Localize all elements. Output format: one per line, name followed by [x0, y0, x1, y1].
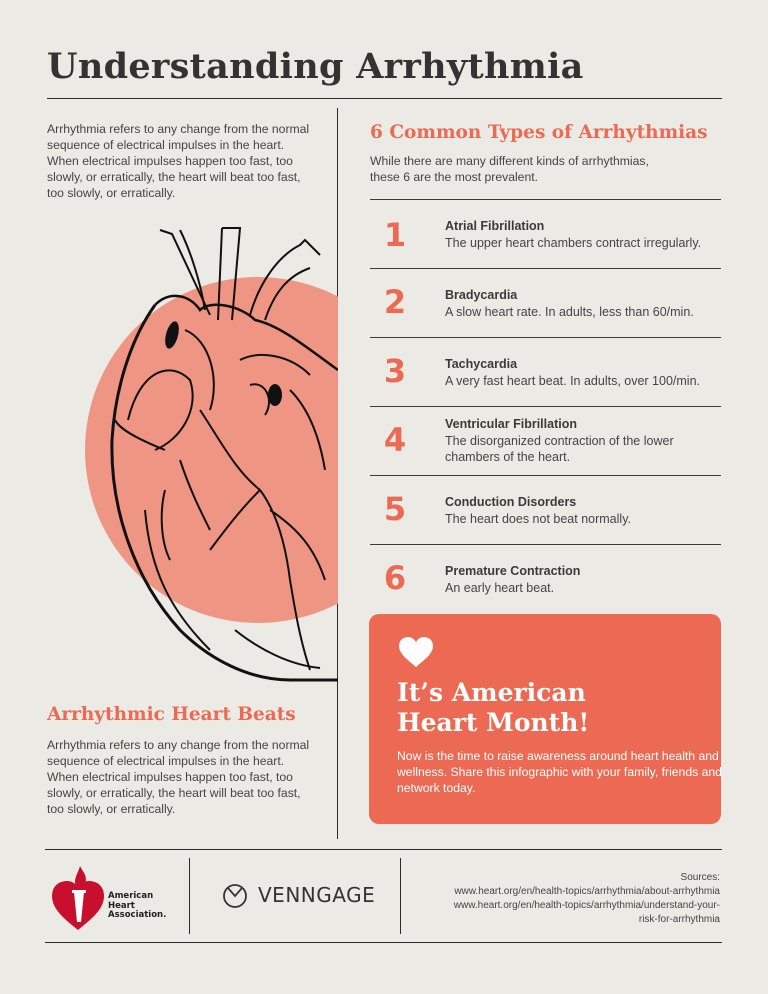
sources-label: Sources:: [680, 872, 720, 883]
source-link-2-cont[interactable]: risk-for-arrhythmia: [638, 914, 720, 925]
aha-logo-line2: Heart: [108, 900, 135, 911]
type-number: 4: [383, 421, 407, 459]
sources-block: [420, 871, 720, 927]
heart-month-card: [369, 614, 721, 824]
type-name: Atrial Fibrillation: [445, 219, 545, 233]
type-name: Bradycardia: [445, 288, 518, 302]
type-item-1: [370, 200, 721, 268]
type-item-6: [370, 545, 721, 613]
cta-title: [397, 678, 589, 738]
types-subheading: While there are many different kinds of arrhythmias, these 6 are the most prevalent.: [370, 154, 649, 184]
type-description: An early heart beat.: [445, 581, 555, 595]
type-number: 6: [383, 559, 407, 597]
type-description: A slow heart rate. In adults, less than 60/min.: [445, 305, 694, 319]
source-link-1[interactable]: www.heart.org/en/health-topics/arrhythmia/about-arrhythmia: [454, 886, 720, 897]
type-description: A very fast heart beat. In adults, over 100/min.: [445, 374, 700, 388]
heart-illustration: [60, 210, 338, 690]
footer-bottom-divider: [45, 942, 722, 943]
type-number: 2: [383, 283, 407, 321]
cta-title-line1: It’s American: [397, 678, 586, 707]
source-link-2[interactable]: www.heart.org/en/health-topics/arrhythmia/understand-your-: [453, 900, 720, 911]
type-number: 5: [383, 490, 407, 528]
type-number: 1: [383, 216, 407, 254]
type-name: Tachycardia: [445, 357, 518, 371]
type-description: The heart does not beat normally.: [445, 512, 631, 526]
heart-icon: [398, 636, 434, 673]
type-item-2: [370, 269, 721, 337]
type-number: 3: [383, 352, 407, 390]
type-name: Conduction Disorders: [445, 495, 577, 509]
type-item-3: [370, 338, 721, 406]
aha-logo-line3: Association.: [108, 910, 167, 920]
type-name: Ventricular Fibrillation: [445, 417, 577, 431]
page-title: Understanding Arrhythmia: [47, 46, 584, 87]
venngage-icon: [222, 882, 248, 908]
type-name: Premature Contraction: [445, 564, 581, 578]
footer-divider-1: [189, 858, 190, 934]
cta-text: Now is the time to raise awareness around heart health and wellness. Share this infographic with your family, friends and network today.: [397, 749, 722, 795]
type-description: The disorganized contraction of the lower chambers of the heart.: [445, 434, 674, 464]
cta-title-line2: Heart Month!: [397, 708, 590, 737]
type-item-4: [370, 407, 721, 475]
footer-top-divider: [45, 849, 722, 850]
title-divider: [47, 98, 722, 99]
type-description: The upper heart chambers contract irregularly.: [445, 236, 702, 250]
heart-beats-heading: Arrhythmic Heart Beats: [47, 704, 296, 725]
aha-logo-line1: American: [108, 891, 154, 901]
aha-logo: [50, 862, 170, 932]
type-item-5: [370, 476, 721, 544]
intro-text: Arrhythmia refers to any change from the normal sequence of electrical impulses in the heart. When electrical impulses happen too fast, too slowly, or erratically, the heart will beat too fast, too slowly, or erratically.: [47, 122, 310, 200]
venngage-wordmark: VENNGAGE: [258, 883, 376, 907]
heart-beats-text: Arrhythmia refers to any change from the normal sequence of electrical impulses in the heart. When electrical impulses happen too fast, too slowly, or erratically, the heart will beat too fast, too slowly, or erratically.: [47, 738, 310, 816]
types-heading: 6 Common Types of Arrhythmias: [370, 122, 708, 143]
footer-divider-2: [400, 858, 401, 934]
